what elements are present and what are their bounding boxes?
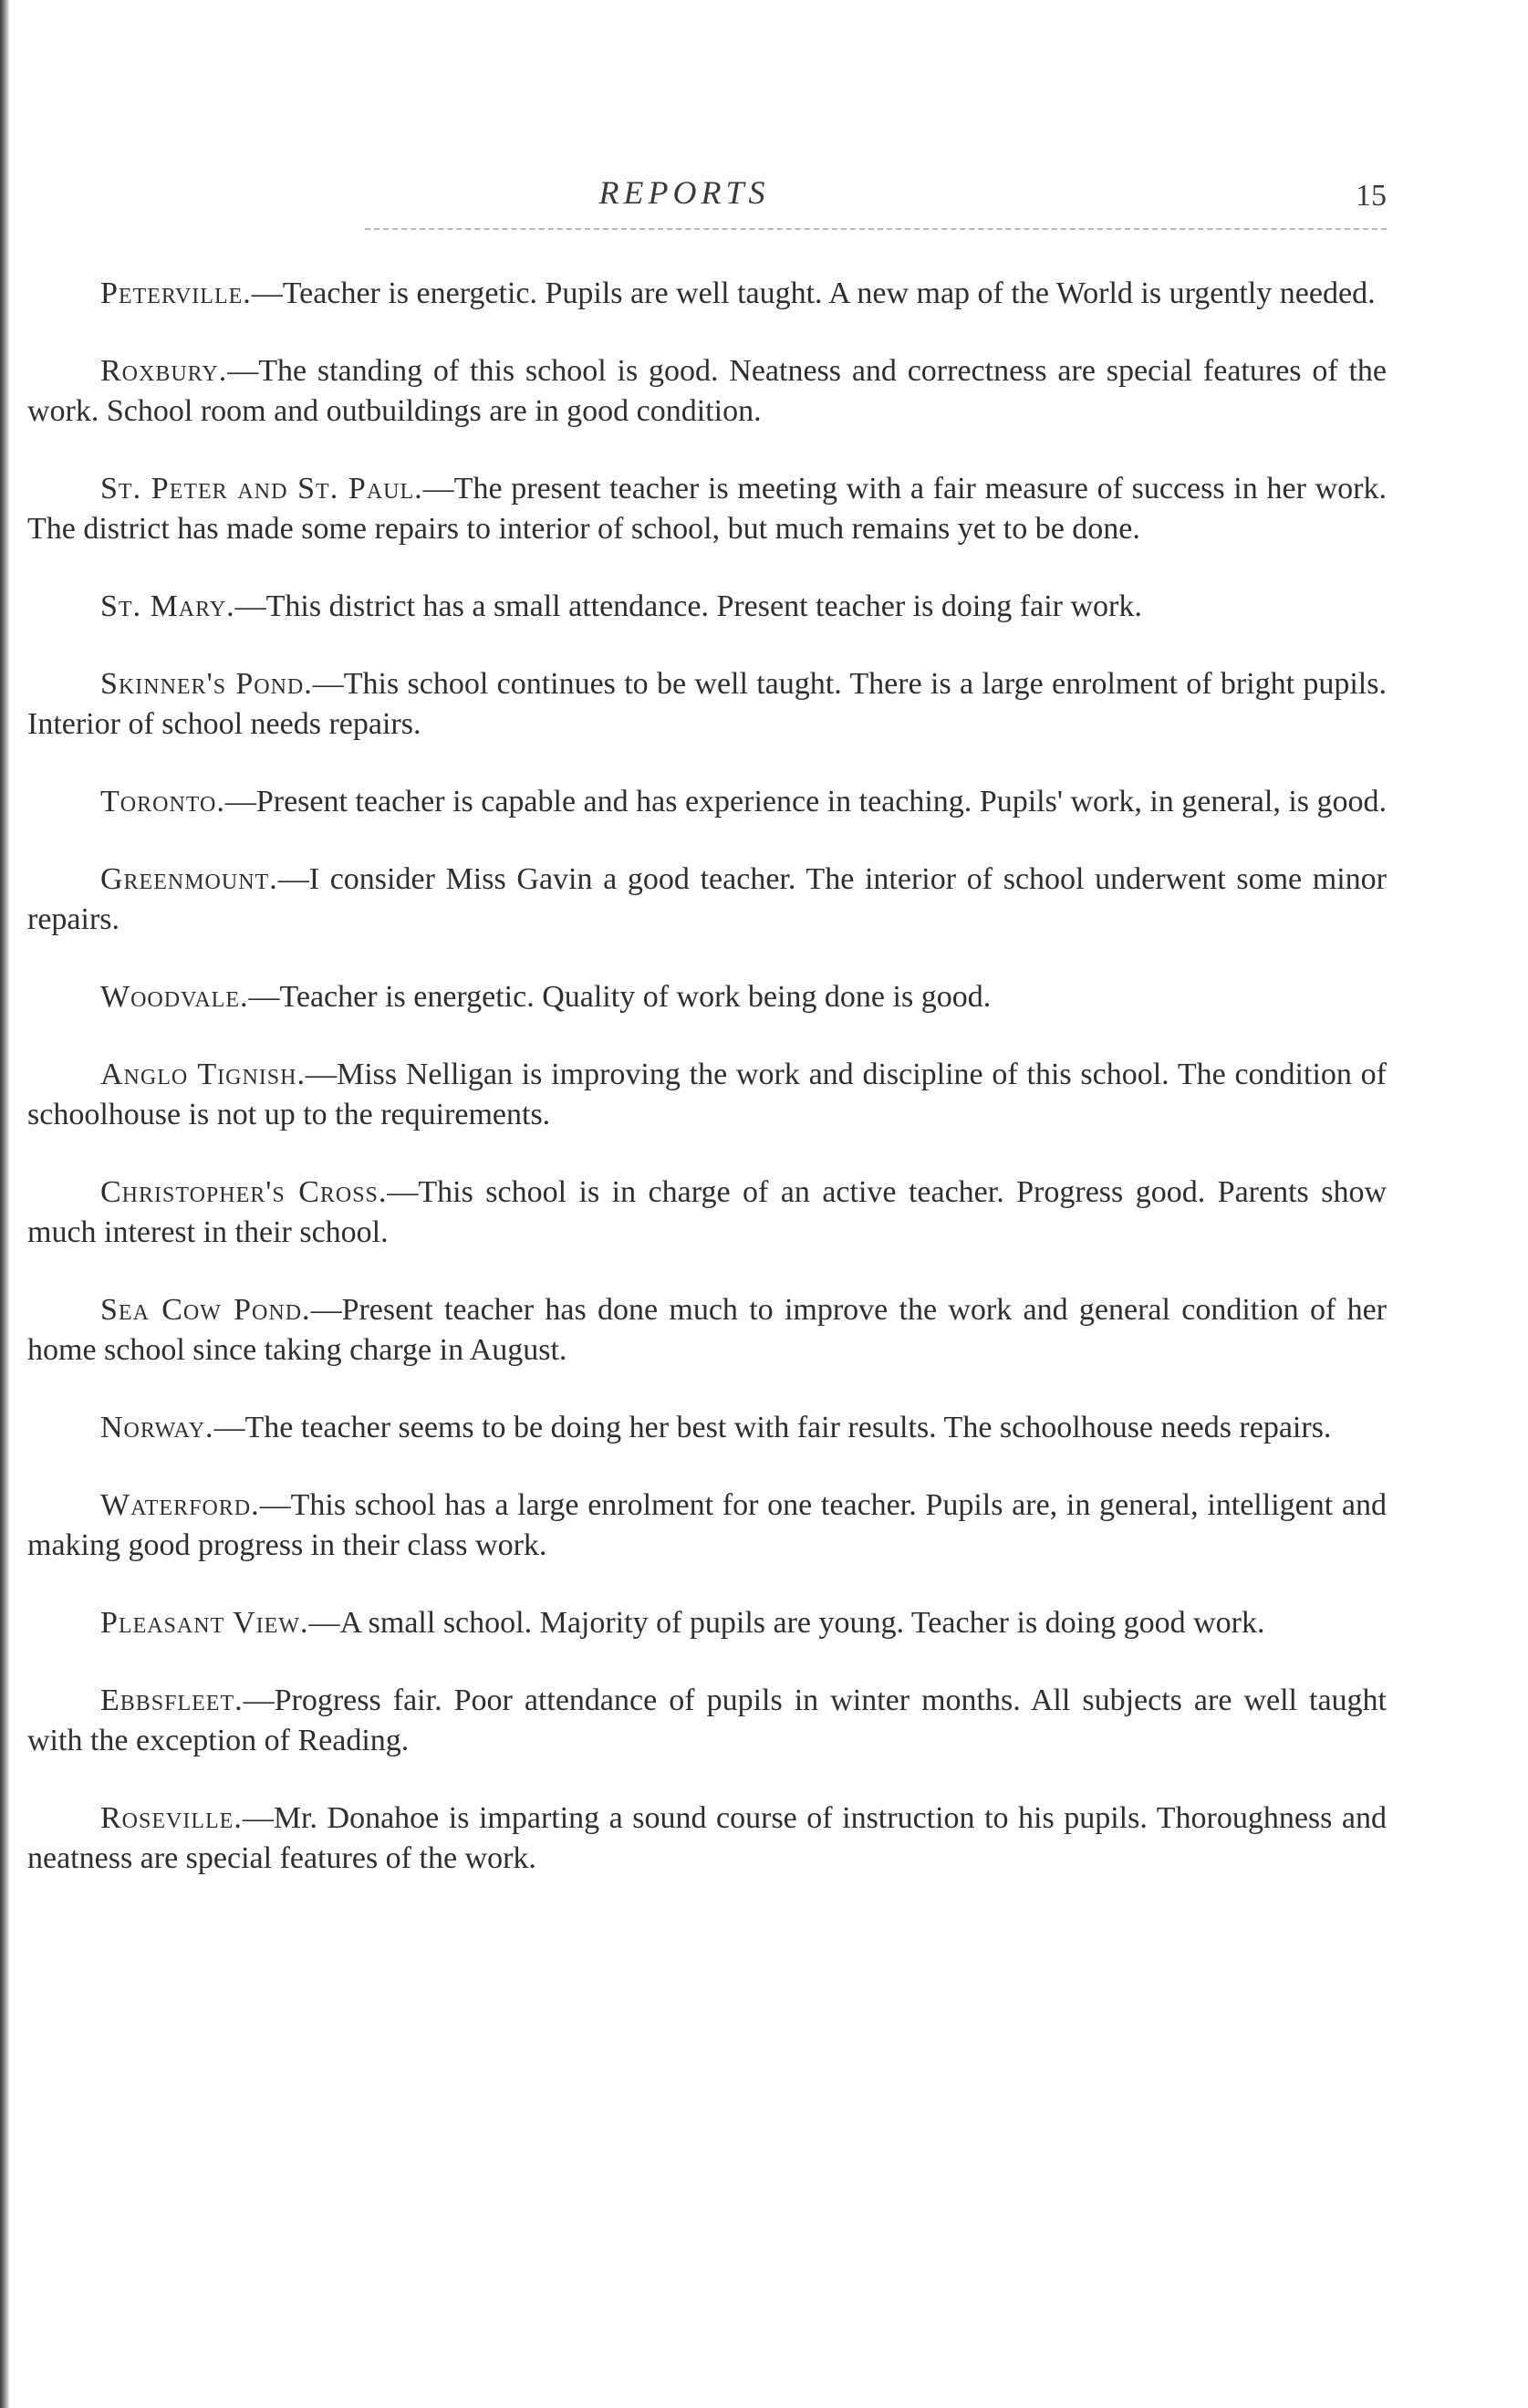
report-text: —This school is in charge of an active teacher. Progress good. Parents show much interest in their school. [27,1175,1387,1249]
report-entry-christophers-cross [27,1173,1387,1253]
report-entry-waterford [27,1485,1387,1566]
report-entry-peterville [27,274,1387,314]
report-text: —Teacher is energetic. Pupils are well taught. A new map of the World is urgently needed. [251,276,1376,310]
report-text: —A small school. Majority of pupils are young. Teacher is doing good work. [308,1606,1265,1640]
report-entry-pleasant-view [27,1603,1387,1643]
report-entry-roxbury [27,351,1387,432]
report-entry-st-peter-and-st-paul [27,469,1387,549]
report-text: —I consider Miss Gavin a good teacher. The interior of school underwent some minor repairs. [27,862,1387,936]
report-entry-sea-cow-pond [27,1290,1387,1371]
report-entry-skinners-pond [27,664,1387,745]
school-name: Roxbury. [100,354,228,388]
school-name: St. Mary. [100,589,235,623]
report-text: —This district has a small attendance. Present teacher is doing fair work. [234,589,1142,623]
header-rule [365,228,1387,230]
school-name: St. Peter and St. Paul. [100,472,423,506]
school-name: Norway. [100,1411,214,1444]
school-name: Greenmount. [100,862,278,896]
report-entry-ebbsfleet [27,1681,1387,1761]
report-text: —Present teacher is capable and has experience in teaching. Pupils' work, in general, is good. [224,785,1388,818]
report-text: —Present teacher has done much to improve the work and general condition of her home school since taking charge in August. [27,1293,1388,1367]
running-header [0,173,1528,228]
school-name: Anglo Tignish. [100,1058,306,1091]
report-entry-anglo-tignish [27,1055,1387,1135]
report-text: —This school continues to be well taught. There is a large enrolment of bright pupils. Interior of school needs repairs. [27,667,1387,741]
school-name: Waterford. [100,1488,260,1522]
school-name: Roseville. [100,1801,243,1835]
report-entry-greenmount [27,860,1387,940]
school-name: Ebbsfleet. [100,1684,244,1717]
report-text: —Miss Nelligan is improving the work and discipline of this school. The condition of schoolhouse is not up to the requirements. [27,1058,1387,1131]
report-text: —The present teacher is meeting with a fair measure of success in her work. The district has made some repairs to interior of school, but much remains yet to be done. [27,472,1387,546]
report-entry-woodvale [27,977,1387,1017]
school-name: Skinner's Pond. [100,667,313,701]
report-entry-toronto [27,782,1387,822]
school-name: Christopher's Cross. [100,1175,388,1209]
report-text: —The teacher seems to be doing her best with fair results. The schoolhouse needs repairs. [213,1411,1332,1444]
report-entries [27,274,1387,1916]
school-name: Toronto. [100,785,225,818]
report-entry-st-mary [27,587,1387,627]
report-text: —This school has a large enrolment for one teacher. Pupils are, in general, intelligent and making good progress in their class work. [27,1488,1387,1562]
report-entry-roseville [27,1798,1387,1879]
running-title: REPORTS [598,174,770,211]
school-name: Pleasant View. [100,1606,309,1640]
page-number: 15 [1356,179,1387,213]
report-text: —Teacher is energetic. Quality of work being done is good. [248,980,992,1014]
report-text: —Mr. Donahoe is imparting a sound course of instruction to his pupils. Thoroughness and neatness are special features of the work. [27,1801,1387,1875]
report-text: —Progress fair. Poor attendance of pupils in winter months. All subjects are well taught with the exception of Reading. [27,1684,1387,1757]
page-binding-edge [0,0,9,2408]
school-name: Woodvale. [100,980,249,1014]
school-name: Peterville. [100,276,252,310]
school-name: Sea Cow Pond. [100,1293,311,1327]
report-entry-norway [27,1408,1387,1448]
report-text: —The standing of this school is good. Neatness and correctness are special features of the work. School room and outbuildings are in good condition. [27,354,1387,428]
